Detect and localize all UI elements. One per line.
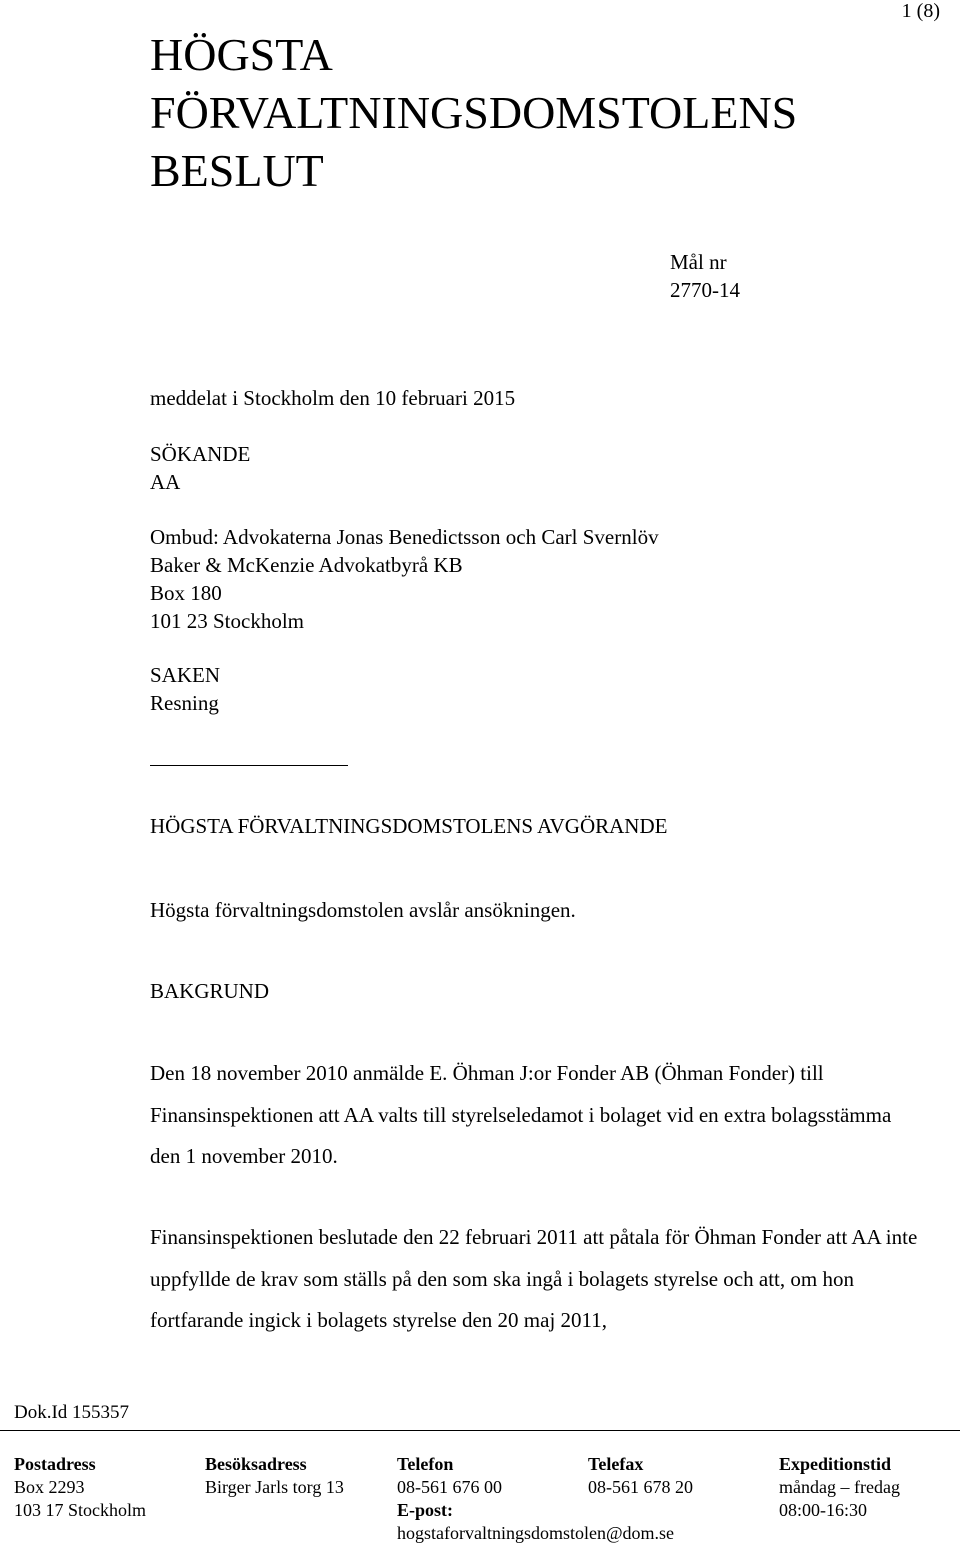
footer-visit-line1: Birger Jarls torg 13 [205,1477,344,1497]
decision-date: meddelat i Stockholm den 10 februari 2015 [150,386,516,410]
footer-office-hours [779,1453,900,1522]
counsel-block [150,523,659,635]
document-id: Dok.Id 155357 [14,1402,130,1423]
footer-hours-heading: Expeditionstid [779,1454,892,1474]
counsel-names: Ombud: Advokaterna Jonas Benedictsson och Carl Svernlöv [150,525,659,549]
title-line-1: HÖGSTA [150,29,333,80]
background-heading: BAKGRUND [150,979,270,1003]
background-paragraph-2: Finansinspektionen beslutade den 22 februari 2011 att påtala för Öhman Fonder att AA inte uppfyllde de krav som ställs på den som ska ingå i bolagets styrelse och att, om hon fortfarande ingick i bolagets styrelse den 20 maj 2011, [150,1225,918,1332]
case-number: 2770-14 [670,278,740,302]
counsel-firm: Baker & McKenzie Advokatbyrå KB [150,553,463,577]
counsel-box: Box 180 [150,581,222,605]
case-number-block [670,248,740,304]
matter-section [150,661,220,717]
footer-visit-address [205,1453,344,1499]
title-line-3: BESLUT [150,145,324,196]
ruling-text: Högsta förvaltningsdomstolen avslår ansökningen. [150,898,576,922]
footer-fax-number: 08-561 678 20 [588,1477,693,1497]
background-paragraph-1: Den 18 november 2010 anmälde E. Öhman J:or Fonder AB (Öhman Fonder) till Finansinspektionen att AA valts till styrelseledamot i bolaget vid en extra bolagsstämma den 1 november 2010. [150,1061,892,1168]
applicant-name: AA [150,470,181,494]
footer-fax [588,1453,693,1499]
footer-hours-days: måndag – fredag [779,1477,900,1497]
footer-postal-line2: 103 17 Stockholm [14,1500,147,1520]
document-title [150,26,797,200]
footer-visit-heading: Besöksadress [205,1454,307,1474]
page-number: 1 (8) [901,0,940,22]
footer-postal-line1: Box 2293 [14,1477,85,1497]
matter-heading: SAKEN [150,663,221,687]
matter-value: Resning [150,691,219,715]
case-number-label: Mål nr [670,250,727,274]
footer-hours-time: 08:00-16:30 [779,1500,867,1520]
footer-phone-number: 08-561 676 00 [397,1477,502,1497]
footer-email-address[interactable]: hogstaforvaltningsdomstolen@dom.se [397,1523,675,1543]
counsel-postal: 101 23 Stockholm [150,609,305,633]
ruling-heading: HÖGSTA FÖRVALTNINGSDOMSTOLENS AVGÖRANDE [150,814,668,838]
title-line-2: FÖRVALTNINGSDOMSTOLENS [150,87,798,138]
applicant-section [150,440,250,496]
footer-fax-heading: Telefax [588,1454,644,1474]
applicant-heading: SÖKANDE [150,442,251,466]
footer-postal-heading: Postadress [14,1454,96,1474]
footer-phone-heading: Telefon [397,1454,454,1474]
separator-rule [150,765,348,766]
footer-rule [0,1430,960,1431]
footer-postal-address [14,1453,146,1522]
footer-email-label: E-post: [397,1500,454,1520]
